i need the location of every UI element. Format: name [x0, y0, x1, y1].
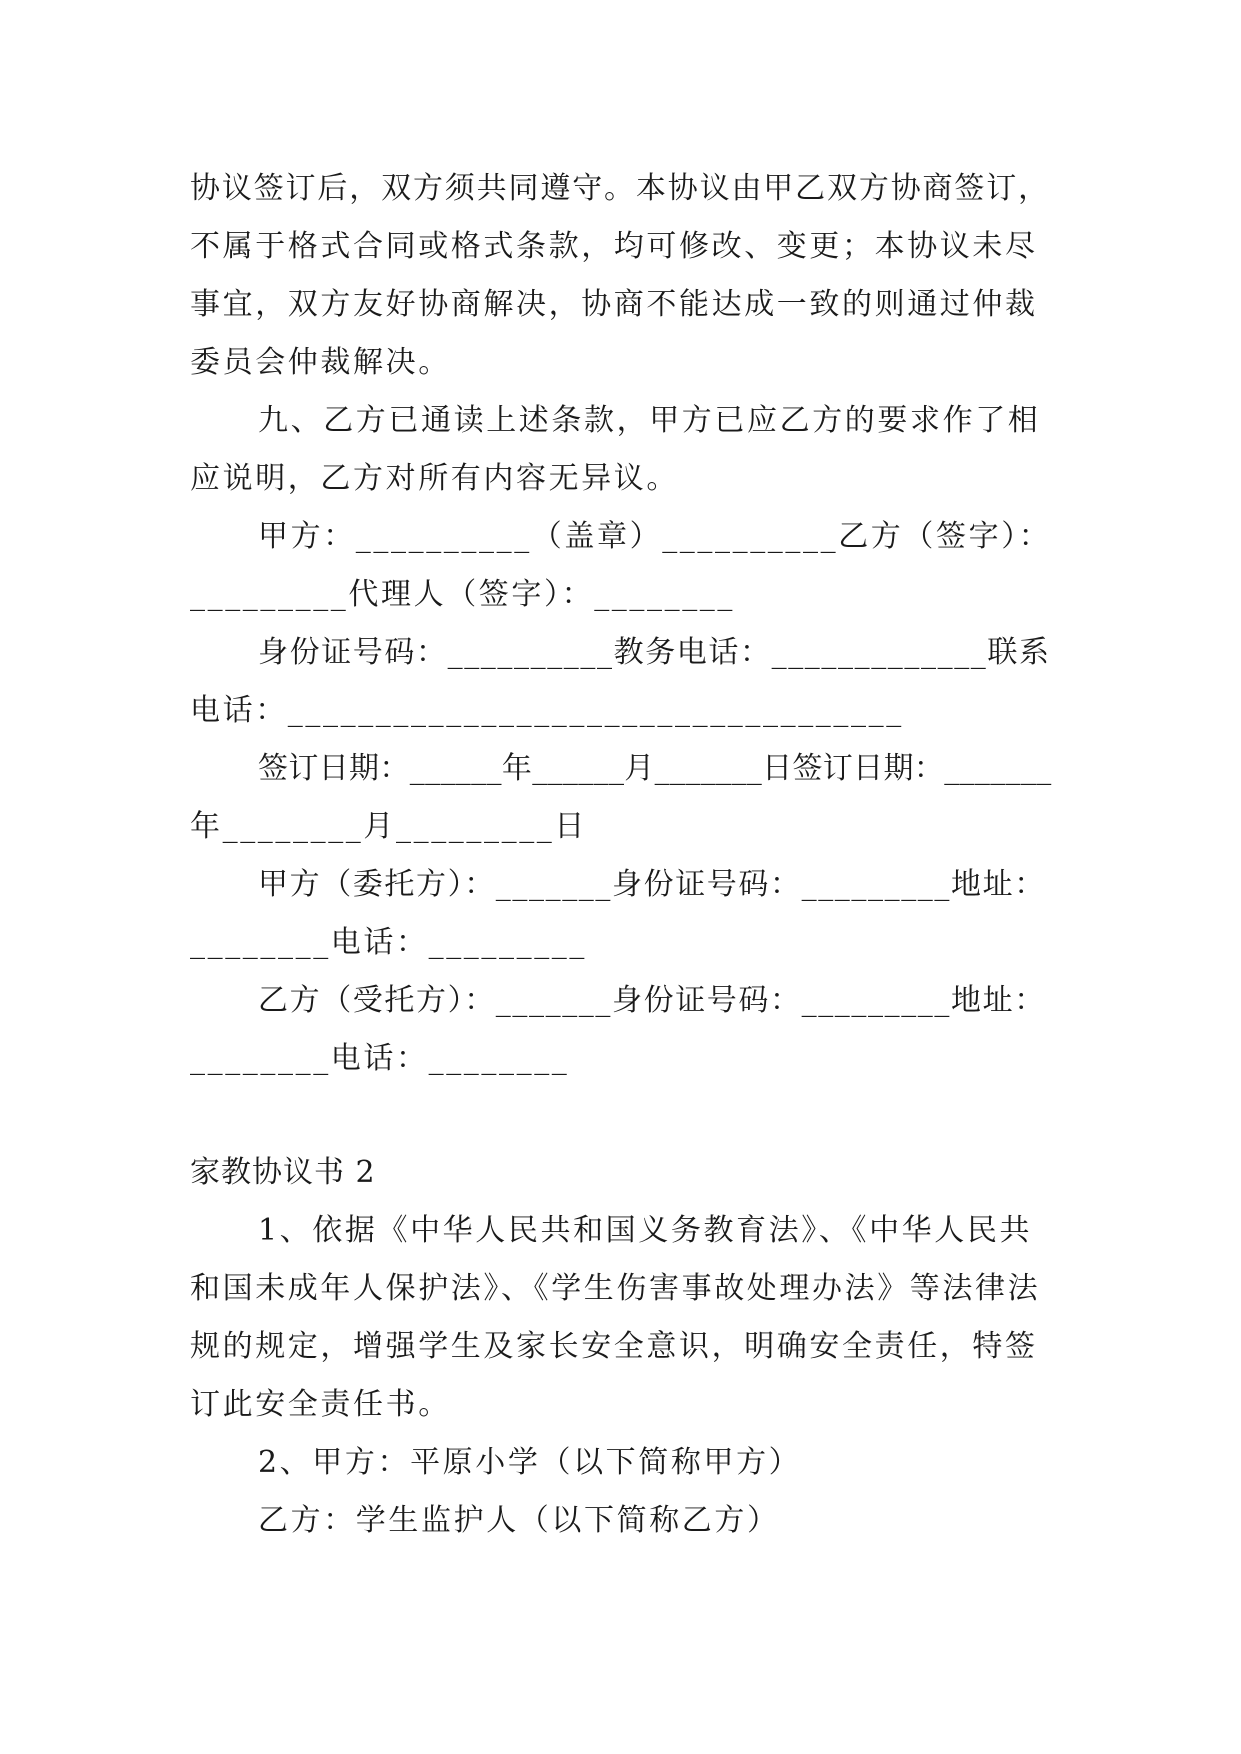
party-b-name-line: 乙方：学生监护人（以下简称乙方） [258, 1503, 780, 1538]
clause-nine-line: 九、乙方已通读上述条款，甲方已应乙方的要求作了相 [258, 403, 1041, 438]
party-b-line: ________电话：________ [190, 1041, 570, 1076]
sign-date-line: 签订日期：______年______月_______日签订日期：_______ [258, 751, 1052, 786]
text-line: 协议签订后，双方须共同遵守。本协议由甲乙双方协商签订， [190, 171, 1050, 206]
paragraph-line: 规的规定，增强学生及家长安全意识，明确安全责任，特签 [190, 1329, 1038, 1364]
paragraph-line: 1、依据《中华人民共和国义务教育法》、《中华人民共 [258, 1213, 1033, 1248]
paragraph-line: 和国未成年人保护法》、《学生伤害事故处理办法》等法律法 [190, 1271, 1041, 1306]
phone-line: 电话：___________________________________ [190, 693, 904, 728]
text-line: 事宜，双方友好协商解决，协商不能达成一致的则通过仲裁 [190, 287, 1038, 322]
id-number-line: 身份证号码：__________教务电话：_____________联系 [258, 635, 1051, 670]
party-a-name-line: 2、甲方：平原小学（以下简称甲方） [258, 1445, 802, 1480]
text-line: 应说明，乙方对所有内容无异议。 [190, 461, 679, 496]
signature-line: _________代理人（签字）：________ [190, 577, 735, 612]
party-a-line: 甲方（委托方）：_______身份证号码：_________地址： [258, 867, 1046, 902]
section-title: 家教协议书 2 [190, 1155, 376, 1190]
party-a-line: ________电话：_________ [190, 925, 587, 960]
section-spacer [190, 1088, 1052, 1144]
paragraph-line: 订此安全责任书。 [190, 1387, 451, 1422]
text-line: 不属于格式合同或格式条款，均可修改、变更；本协议未尽 [190, 229, 1038, 264]
text-line: 委员会仲裁解决。 [190, 345, 451, 380]
signature-line: 甲方：__________（盖章）__________乙方（签字）： [258, 519, 1052, 554]
document-body [190, 160, 1052, 1550]
party-b-line: 乙方（受托方）：_______身份证号码：_________地址： [258, 983, 1046, 1018]
sign-date-line: 年________月_________日 [190, 809, 587, 844]
